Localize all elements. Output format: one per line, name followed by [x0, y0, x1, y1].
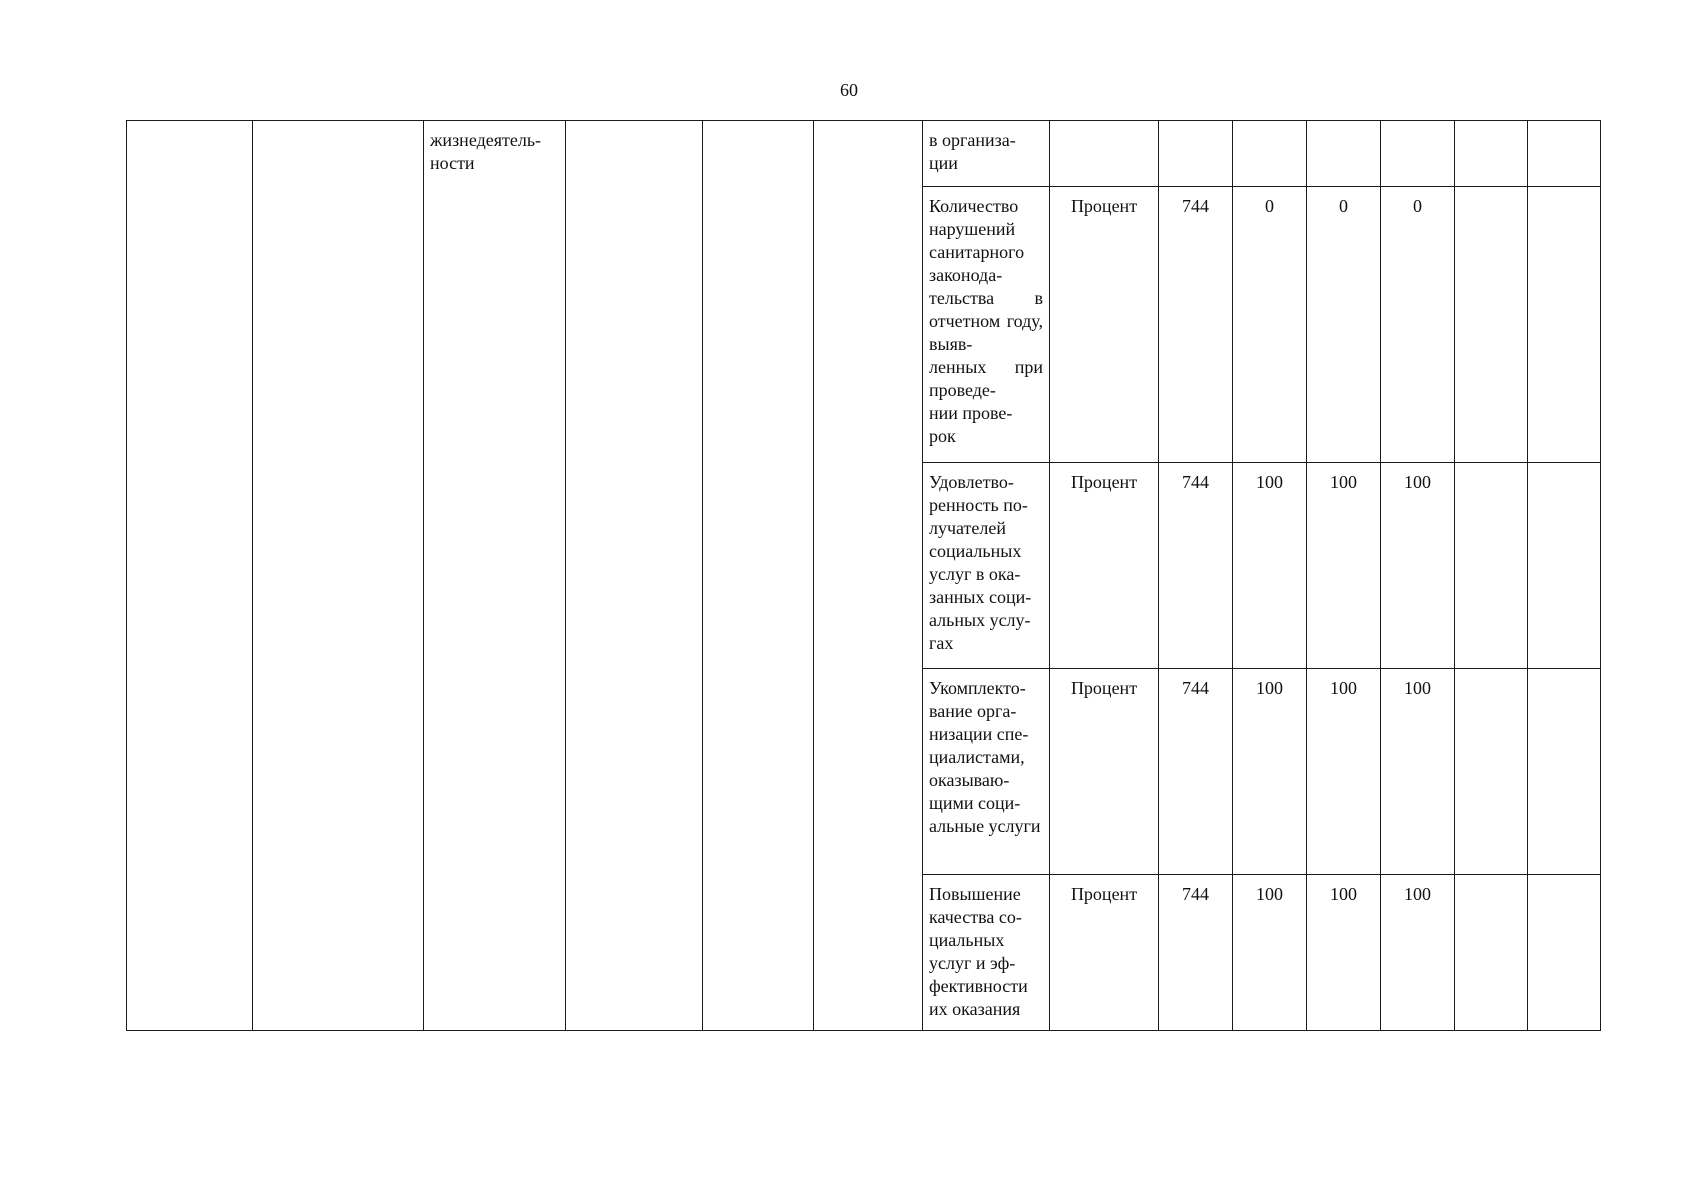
value-cell	[1455, 121, 1528, 187]
empty-cell	[703, 121, 814, 1031]
indicator-name-cell	[923, 121, 1050, 187]
value-cell: 100	[1307, 463, 1381, 669]
okei-code-cell	[1159, 121, 1233, 187]
value-cell	[1528, 875, 1601, 1031]
indicator-name-cell	[923, 669, 1050, 875]
unit-cell: Процент	[1050, 187, 1159, 463]
unit-cell	[1050, 121, 1159, 187]
empty-cell	[566, 121, 703, 1031]
indicator-name-cell	[923, 187, 1050, 463]
value-cell	[1528, 463, 1601, 669]
indicator-name-cell	[923, 463, 1050, 669]
value-cell: 100	[1233, 669, 1307, 875]
value-cell: 100	[1381, 463, 1455, 669]
value-cell	[1455, 187, 1528, 463]
okei-code-cell: 744	[1159, 463, 1233, 669]
indicator-name: Количество нарушений санитарного законода- тельства в отчетном году, выяв- ленных при проведе- нии прове- рок	[929, 196, 1043, 446]
value-cell: 100	[1381, 669, 1455, 875]
okei-code-cell: 744	[1159, 669, 1233, 875]
value-cell: 100	[1233, 875, 1307, 1031]
value-cell	[1455, 463, 1528, 669]
value-cell: 100	[1307, 875, 1381, 1031]
value-cell: 0	[1307, 187, 1381, 463]
value-cell	[1233, 121, 1307, 187]
indicator-name-cell	[923, 875, 1050, 1031]
value-cell	[1381, 121, 1455, 187]
indicator-name: Повышение качества со- циальных услуг и эф- фективности их оказания	[929, 884, 1028, 1019]
value-cell	[1528, 669, 1601, 875]
indicators-table	[126, 120, 1601, 1031]
page-number: 60	[840, 80, 858, 100]
indicator-name: Укомплекто- вание орга- низации спе- циалистами, оказываю- щими соци- альные услуги	[929, 678, 1041, 836]
value-cell	[1528, 187, 1601, 463]
value-cell: 100	[1307, 669, 1381, 875]
indicator-name: Удовлетво- ренность по- лучателей социальных услуг в ока- занных соци- альных услу- гах	[929, 472, 1032, 653]
table-row	[127, 121, 1601, 187]
value-cell: 100	[1233, 463, 1307, 669]
unit-cell: Процент	[1050, 669, 1159, 875]
value-cell	[1455, 669, 1528, 875]
value-cell	[1528, 121, 1601, 187]
unit-cell: Процент	[1050, 463, 1159, 669]
okei-code-cell: 744	[1159, 187, 1233, 463]
empty-cell	[253, 121, 424, 1031]
indicator-name: в организа- ции	[929, 130, 1016, 173]
empty-cell	[127, 121, 253, 1031]
unit-cell: Процент	[1050, 875, 1159, 1031]
value-cell: 0	[1233, 187, 1307, 463]
okei-code-cell: 744	[1159, 875, 1233, 1031]
value-cell	[1307, 121, 1381, 187]
value-cell: 100	[1381, 875, 1455, 1031]
value-cell: 0	[1381, 187, 1455, 463]
content-description-cell	[424, 121, 566, 1031]
empty-cell	[814, 121, 923, 1031]
content-description-text: жизнедеятель- ности	[430, 130, 542, 173]
value-cell	[1455, 875, 1528, 1031]
